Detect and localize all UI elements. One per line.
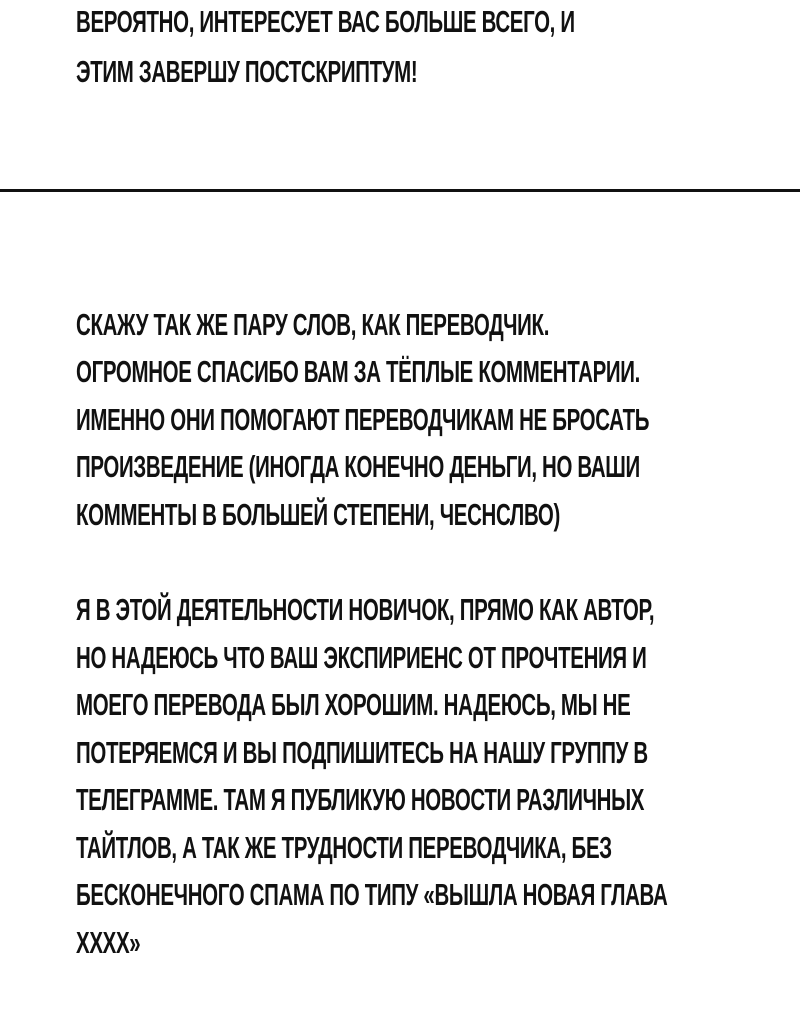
text-line: ПОТЕРЯЕМСЯ И ВЫ ПОДПИШИТЕСЬ НА НАШУ ГРУППУ В xyxy=(76,735,648,770)
text-line: ОГРОМНОЕ СПАСИБО ВАМ ЗА ТЁПЛЫЕ КОММЕНТАРИИ. xyxy=(76,354,641,389)
text-line: СКАЖУ ТАК ЖЕ ПАРУ СЛОВ, КАК ПЕРЕВОДЧИК. xyxy=(76,307,550,342)
text-line: НО НАДЕЮСЬ ЧТО ВАШ ЭКСПИРИЕНС ОТ ПРОЧТЕНИЯ И xyxy=(76,640,647,675)
text-line: КОММЕНТЫ В БОЛЬШЕЙ СТЕПЕНИ, ЧЕСНСЛВО) xyxy=(76,497,560,532)
text-line: ТАЙТЛОВ, А ТАК ЖЕ ТРУДНОСТИ ПЕРЕВОДЧИКА, БЕЗ xyxy=(76,830,612,865)
text-line: БЕСКОНЕЧНОГО СПАМА ПО ТИПУ «ВЫШЛА НОВАЯ ГЛАВА xyxy=(76,877,668,912)
text-line: Я В ЭТОЙ ДЕЯТЕЛЬНОСТИ НОВИЧОК, ПРЯМО КАК АВТОР, xyxy=(76,592,655,627)
text-line: ЭТИМ ЗАВЕРШУ ПОСТСКРИПТУМ! xyxy=(76,54,418,89)
text-line: ВЕРОЯТНО, ИНТЕРЕСУЕТ ВАС БОЛЬШЕ ВСЕГО, И xyxy=(76,4,575,39)
text-line: ИМЕННО ОНИ ПОМОГАЮТ ПЕРЕВОДЧИКАМ НЕ БРОСАТЬ xyxy=(76,402,650,437)
text-line: ПРОИЗВЕДЕНИЕ (ИНОГДА КОНЕЧНО ДЕНЬГИ, НО ВАШИ xyxy=(76,449,640,484)
section-divider xyxy=(0,189,800,192)
text-line: ТЕЛЕГРАММЕ. ТАМ Я ПУБЛИКУЮ НОВОСТИ РАЗЛИЧНЫХ xyxy=(76,782,645,817)
text-line: XXXX» xyxy=(76,925,141,960)
text-line: МОЕГО ПЕРЕВОДА БЫЛ ХОРОШИМ. НАДЕЮСЬ, МЫ НЕ xyxy=(76,687,631,722)
